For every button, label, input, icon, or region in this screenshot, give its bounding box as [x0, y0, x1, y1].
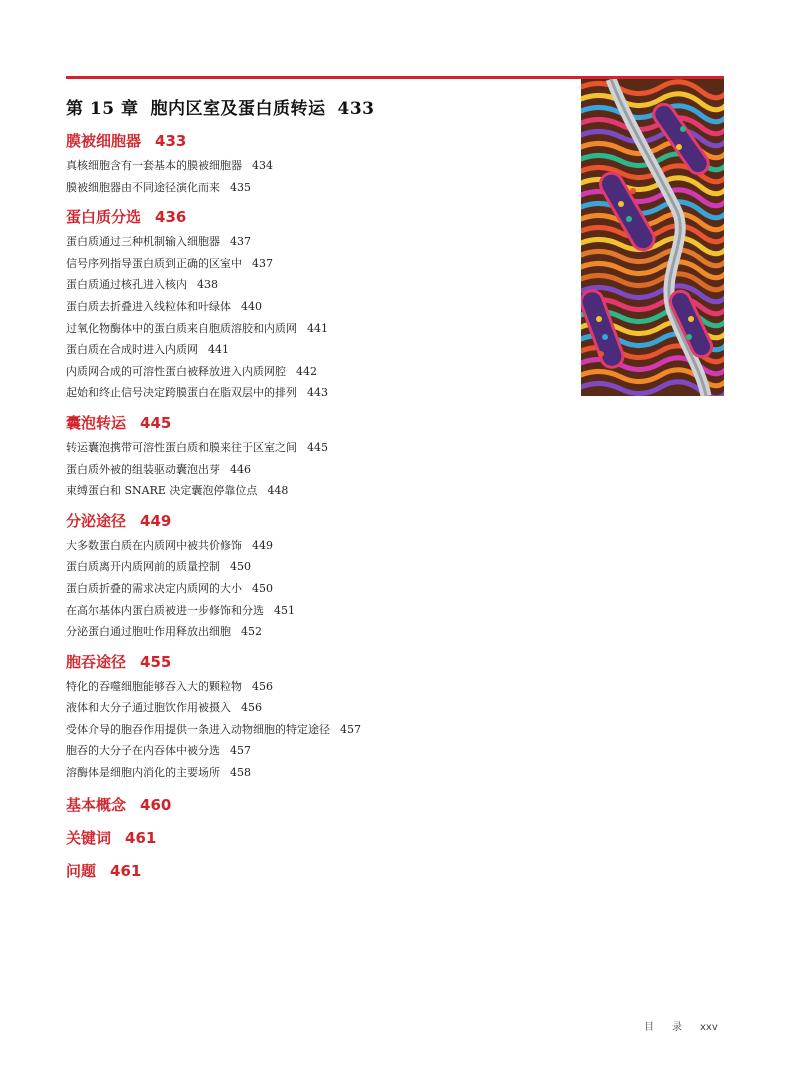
section-heading[interactable]: 囊泡转运 445: [66, 413, 172, 432]
toc-entry[interactable]: 起始和终止信号决定跨膜蛋白在脂双层中的排列 443: [66, 386, 328, 400]
section-heading[interactable]: 分泌途径 449: [66, 511, 172, 530]
toc-entry[interactable]: 蛋白质外被的组装驱动囊泡出芽 446: [66, 462, 251, 476]
toc-entry[interactable]: 特化的吞噬细胞能够吞入大的颗粒物 456: [66, 679, 273, 693]
toc-entry[interactable]: 受体介导的胞吞作用提供一条进入动物细胞的特定途径 457: [66, 722, 361, 736]
toc-entry[interactable]: 真核细胞含有一套基本的膜被细胞器 434: [66, 159, 273, 172]
toc-entry[interactable]: 信号序列指导蛋白质到正确的区室中 437: [66, 256, 273, 270]
toc-entry[interactable]: 蛋白质离开内质网前的质量控制 450: [66, 560, 251, 574]
toc-entry[interactable]: 大多数蛋白质在内质网中被共价修饰 449: [66, 538, 273, 552]
table-of-contents: [66, 130, 566, 885]
toc-entry[interactable]: 分泌蛋白通过胞吐作用释放出细胞 452: [66, 625, 262, 639]
section-heading[interactable]: 蛋白质分选 436: [66, 208, 187, 227]
toc-entry[interactable]: 蛋白质去折叠进入线粒体和叶绿体 440: [66, 299, 262, 313]
section-heading[interactable]: 胞吞途径 455: [66, 652, 172, 671]
chapter-illustration: [581, 79, 724, 396]
toc-entry[interactable]: 过氧化物酶体中的蛋白质来自胞质溶胶和内质网 441: [66, 321, 328, 335]
toc-entry[interactable]: 在高尔基体内蛋白质被进一步修饰和分选 451: [66, 603, 295, 617]
toc-entry[interactable]: 蛋白质在合成时进入内质网 441: [66, 343, 229, 357]
section-heading[interactable]: 基本概念 460: [66, 795, 172, 814]
toc-entry[interactable]: 膜被细胞器由不同途径演化而来 435: [66, 180, 251, 194]
toc-entry[interactable]: 转运囊泡携带可溶性蛋白质和膜来往于区室之间 445: [66, 440, 328, 454]
toc-entry[interactable]: 蛋白质折叠的需求决定内质网的大小 450: [66, 581, 273, 595]
toc-entry[interactable]: 胞吞的大分子在内吞体中被分选 457: [66, 744, 251, 758]
chapter-title: 第 15 章 胞内区室及蛋白质转运 433: [66, 99, 375, 119]
toc-entry[interactable]: 溶酶体是细胞内消化的主要场所 458: [66, 766, 251, 780]
toc-entry[interactable]: 内质网合成的可溶性蛋白被释放进入内质网腔 442: [66, 364, 317, 378]
toc-entry[interactable]: 蛋白质通过三种机制输入细胞器 437: [66, 235, 251, 249]
section-heading[interactable]: 关键词 461: [66, 828, 157, 847]
toc-entry[interactable]: 束缚蛋白和 SNARE 决定囊泡停靠位点 448: [66, 484, 289, 498]
toc-entry[interactable]: 液体和大分子通过胞饮作用被摄入 456: [66, 701, 262, 715]
page-footer: 目 录 xxv: [644, 1022, 718, 1033]
toc-entry[interactable]: 蛋白质通过核孔进入核内 438: [66, 278, 218, 292]
section-heading[interactable]: 问题 461: [66, 861, 142, 880]
section-heading[interactable]: 膜被细胞器 433: [66, 132, 187, 150]
